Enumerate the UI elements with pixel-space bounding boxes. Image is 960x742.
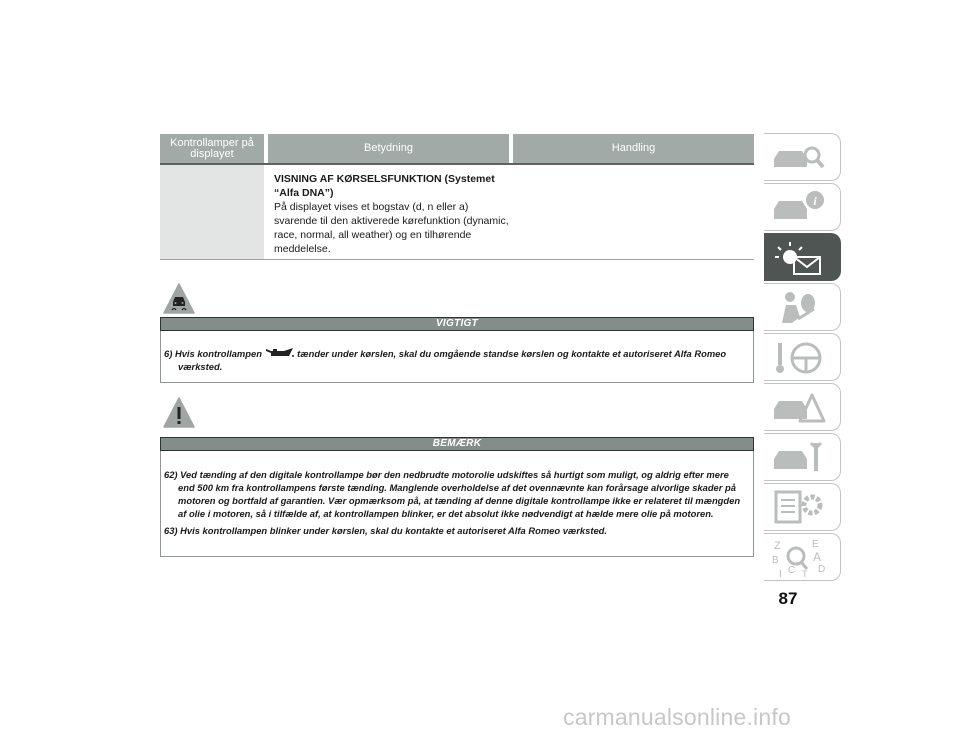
svg-text:i: i	[813, 194, 817, 208]
meaning-cell	[264, 165, 509, 259]
meaning-heading: VISNING AF KØRSELSFUNKTION (Systemet “Alfa DNA”)	[274, 173, 495, 199]
car-skid-icon	[163, 283, 195, 315]
warning-light-message-icon	[768, 237, 828, 277]
tab-maintenance[interactable]	[764, 433, 841, 481]
vigtigt-note-end: tænder under kørslen, skal du omgående standse kørslen og kontakte et autoriseret Alfa Romeo værksted.	[178, 348, 727, 372]
car-warning-triangle-icon	[768, 387, 828, 427]
table-row	[160, 165, 754, 260]
oil-can-icon	[265, 347, 295, 358]
indicator-cell	[160, 165, 264, 259]
bemaerk-note-62: 62) Ved tænding af den digitale kontrollampe bør den nedbrudte motorolie udskiftes så hurtigt som muligt, og aldrig efter mere end 500 km fra kontrollampens første tænding. Manglende overholdelse af det ovennævnte kan forårsage alvorlige skader på motoren og bortfald af garantien. Vær opmærksom på, at tænding af denne digitale kontrollampe ikke er relateret til mængden af olie i motoren, så i tilfælde af, at kontrollampen blinker, er det absolut ikke nødvendigt at hælde mere olie på motoren.	[164, 469, 741, 519]
alphabet-index-icon	[768, 537, 828, 577]
index-letter: A	[813, 550, 822, 564]
index-letter: C	[788, 565, 796, 576]
meaning-text: På displayet vises et bogstav (d, n eller a) svarende til den aktiverede kørefunktion (dynamic, race, normal, all weather) og en tilhørende meddelelse.	[274, 201, 509, 255]
header-meaning: Betydning	[268, 134, 509, 163]
index-letter: I	[779, 569, 782, 577]
page-number: 87	[778, 589, 798, 608]
vigtigt-bar: VIGTIGT	[160, 317, 754, 331]
index-letter: D	[818, 564, 826, 575]
watermark: carmanualsonline.info	[563, 704, 791, 730]
tab-warning-lights[interactable]	[764, 233, 841, 281]
tab-car-search[interactable]	[764, 133, 841, 181]
car-info-icon	[768, 187, 828, 227]
action-cell	[509, 165, 754, 259]
bemaerk-note-63: 63) Hvis kontrollampen blinker under kørslen, skal du kontakte et autoriseret Alfa Romeo værksted.	[164, 525, 608, 536]
tab-technical-data[interactable]	[764, 483, 841, 531]
header-action: Handling	[513, 134, 754, 163]
tab-starting-driving[interactable]	[764, 333, 841, 381]
index-letter: Z	[774, 540, 781, 552]
table-header	[160, 134, 754, 163]
car-search-icon	[768, 137, 828, 177]
bemaerk-box	[160, 451, 754, 557]
tab-index[interactable]	[764, 533, 841, 581]
indicator-table	[160, 134, 754, 260]
airbag-person-icon	[768, 287, 828, 327]
steering-key-icon	[768, 337, 828, 377]
index-letter: B	[772, 555, 779, 566]
document-gear-icon	[768, 487, 828, 527]
warning-triangle-icon	[163, 397, 195, 429]
header-indicators: Kontrollamper på displayet	[160, 134, 264, 163]
vigtigt-note	[164, 347, 747, 373]
car-wrench-icon	[768, 437, 828, 477]
tab-safety[interactable]	[764, 283, 841, 331]
vigtigt-box	[160, 331, 754, 383]
index-letter: T	[802, 569, 808, 577]
bemaerk-bar: BEMÆRK	[160, 437, 754, 451]
tab-car-info[interactable]	[764, 183, 841, 231]
index-letter: E	[812, 539, 819, 550]
vigtigt-note-start: 6) Hvis kontrollampen	[164, 348, 262, 359]
tab-emergency[interactable]	[764, 383, 841, 431]
